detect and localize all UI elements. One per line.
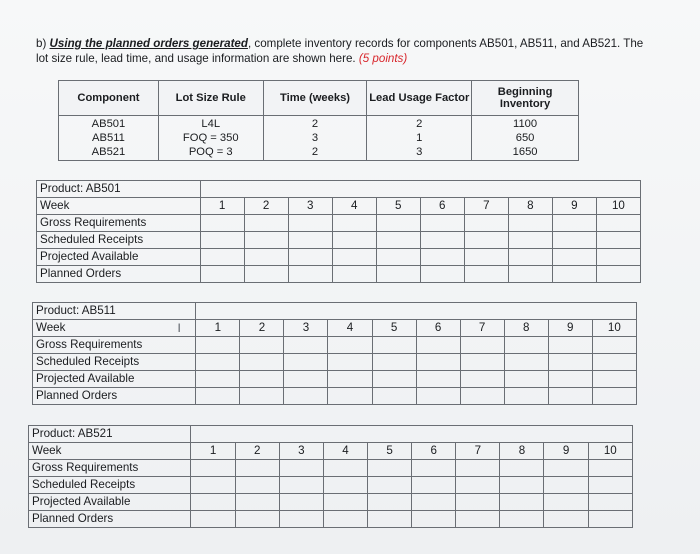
input-cell[interactable] — [544, 511, 588, 528]
scheduled-receipts-row — [33, 354, 637, 371]
question-points: (5 points) — [358, 52, 408, 65]
input-cell[interactable] — [288, 249, 332, 266]
input-cell[interactable] — [332, 266, 376, 283]
input-cell[interactable] — [416, 337, 460, 354]
input-cell[interactable] — [420, 266, 464, 283]
week-cell: 5 — [376, 198, 420, 215]
input-cell[interactable] — [500, 494, 544, 511]
input-cell[interactable] — [376, 266, 420, 283]
input-cell[interactable] — [504, 388, 548, 405]
input-cell[interactable] — [588, 460, 632, 477]
week-cell: 6 — [412, 443, 456, 460]
usage-cells — [367, 116, 472, 161]
input-cell[interactable] — [588, 494, 632, 511]
week-row — [37, 198, 641, 215]
input-cell[interactable] — [200, 249, 244, 266]
input-cell[interactable] — [196, 354, 240, 371]
week-cell: 3 — [284, 320, 328, 337]
input-cell[interactable] — [284, 337, 328, 354]
input-cell[interactable] — [279, 494, 323, 511]
input-cell[interactable] — [460, 388, 504, 405]
week-cell: 1 — [196, 320, 240, 337]
input-cell[interactable] — [328, 337, 372, 354]
record-table-ab501 — [36, 180, 641, 283]
input-cell[interactable] — [196, 371, 240, 388]
inventory-ab511: 650 — [515, 132, 535, 144]
row-label-planned-orders: Planned Orders — [29, 511, 191, 528]
time-ab511: 3 — [311, 132, 319, 144]
input-cell[interactable] — [504, 354, 548, 371]
input-cell[interactable] — [235, 460, 279, 477]
question-body: , complete inventory records for components AB501, AB511, and AB521. The lot size rule, lead time, and usage information are shown here. — [36, 37, 644, 65]
week-cell: 8 — [504, 320, 548, 337]
input-cell[interactable] — [460, 337, 504, 354]
row-label-gross-requirements: Gross Requirements — [37, 215, 201, 232]
usage-ab521: 3 — [416, 146, 423, 158]
input-cell[interactable] — [592, 371, 636, 388]
row-label-projected-available: Projected Available — [37, 249, 201, 266]
input-cell[interactable] — [240, 388, 284, 405]
week-cell: 7 — [456, 443, 500, 460]
input-cell[interactable] — [323, 477, 367, 494]
parameters-header-row — [59, 81, 579, 116]
input-cell[interactable] — [235, 511, 279, 528]
input-cell[interactable] — [279, 511, 323, 528]
parameters-table — [58, 80, 579, 161]
week-cell: 1 — [200, 198, 244, 215]
input-cell[interactable] — [588, 477, 632, 494]
input-cell[interactable] — [191, 460, 235, 477]
input-cell[interactable] — [288, 215, 332, 232]
input-cell[interactable] — [420, 232, 464, 249]
input-cell[interactable] — [464, 232, 508, 249]
product-title: Product: AB501 — [37, 181, 201, 198]
row-label-projected-available: Projected Available — [29, 494, 191, 511]
input-cell[interactable] — [372, 354, 416, 371]
input-cell[interactable] — [416, 371, 460, 388]
input-cell[interactable] — [508, 249, 552, 266]
input-cell[interactable] — [548, 371, 592, 388]
input-cell[interactable] — [460, 371, 504, 388]
gross-requirements-row — [37, 215, 641, 232]
projected-available-row — [33, 371, 637, 388]
input-cell[interactable] — [244, 266, 288, 283]
input-cell[interactable] — [552, 249, 596, 266]
input-cell[interactable] — [323, 511, 367, 528]
input-cell[interactable] — [596, 249, 640, 266]
row-label-planned-orders: Planned Orders — [33, 388, 196, 405]
time-ab501: 2 — [311, 118, 319, 130]
planned-orders-row — [33, 388, 637, 405]
input-cell[interactable] — [596, 215, 640, 232]
input-cell[interactable] — [235, 494, 279, 511]
row-label-week: Week — [37, 198, 201, 215]
input-cell[interactable] — [284, 388, 328, 405]
input-cell[interactable] — [279, 477, 323, 494]
week-cell: 2 — [240, 320, 284, 337]
question-label: b) — [36, 37, 47, 50]
input-cell[interactable] — [367, 511, 411, 528]
input-cell[interactable] — [284, 354, 328, 371]
row-label-week: Week — [29, 443, 191, 460]
input-cell[interactable] — [508, 266, 552, 283]
planned-orders-row — [29, 511, 633, 528]
component-cells — [59, 116, 159, 161]
row-label-scheduled-receipts: Scheduled Receipts — [37, 232, 201, 249]
row-label-planned-orders: Planned Orders — [37, 266, 201, 283]
input-cell[interactable] — [244, 249, 288, 266]
week-cell: 10 — [592, 320, 636, 337]
input-cell[interactable] — [504, 371, 548, 388]
input-cell[interactable] — [552, 232, 596, 249]
week-cell: 2 — [244, 198, 288, 215]
week-cell: 3 — [279, 443, 323, 460]
input-cell[interactable] — [456, 477, 500, 494]
input-cell[interactable] — [332, 249, 376, 266]
input-cell[interactable] — [328, 354, 372, 371]
input-cell[interactable] — [464, 215, 508, 232]
gross-requirements-row — [29, 460, 633, 477]
question-text — [36, 36, 656, 66]
row-label-gross-requirements: Gross Requirements — [33, 337, 196, 354]
input-cell[interactable] — [200, 232, 244, 249]
input-cell[interactable] — [200, 215, 244, 232]
input-cell[interactable] — [504, 337, 548, 354]
usage-ab501: 2 — [416, 118, 423, 130]
inventory-ab521: 1650 — [512, 146, 538, 158]
input-cell[interactable] — [372, 337, 416, 354]
product-title: Product: AB511 — [33, 303, 196, 320]
input-cell[interactable] — [191, 494, 235, 511]
product-title-blank — [191, 426, 633, 443]
row-label-gross-requirements: Gross Requirements — [29, 460, 191, 477]
row-label-scheduled-receipts: Scheduled Receipts — [33, 354, 196, 371]
week-cell: 4 — [332, 198, 376, 215]
input-cell[interactable] — [328, 371, 372, 388]
input-cell[interactable] — [200, 266, 244, 283]
input-cell[interactable] — [464, 266, 508, 283]
handwritten-mark: I — [177, 321, 181, 335]
week-cell: 6 — [420, 198, 464, 215]
input-cell[interactable] — [548, 388, 592, 405]
input-cell[interactable] — [240, 354, 284, 371]
week-cell: 10 — [596, 198, 640, 215]
time-ab521: 2 — [311, 146, 319, 158]
week-cell: 9 — [552, 198, 596, 215]
input-cell[interactable] — [588, 511, 632, 528]
header-lot-size-rule: Lot Size Rule — [158, 81, 263, 116]
week-cell: 2 — [235, 443, 279, 460]
input-cell[interactable] — [328, 388, 372, 405]
input-cell[interactable] — [279, 460, 323, 477]
input-cell[interactable] — [500, 511, 544, 528]
input-cell[interactable] — [323, 494, 367, 511]
row-label-projected-available: Projected Available — [33, 371, 196, 388]
record-table-ab521 — [28, 425, 633, 528]
input-cell[interactable] — [240, 371, 284, 388]
input-cell[interactable] — [508, 215, 552, 232]
input-cell[interactable] — [464, 249, 508, 266]
input-cell[interactable] — [500, 460, 544, 477]
input-cell[interactable] — [456, 511, 500, 528]
input-cell[interactable] — [412, 477, 456, 494]
input-cell[interactable] — [460, 354, 504, 371]
input-cell[interactable] — [412, 494, 456, 511]
lot-size-cells — [158, 116, 263, 161]
row-label-scheduled-receipts: Scheduled Receipts — [29, 477, 191, 494]
question-emphasis: Using the planned orders generated — [49, 37, 248, 50]
product-title-blank — [196, 303, 637, 320]
input-cell[interactable] — [196, 388, 240, 405]
week-cell: 9 — [548, 320, 592, 337]
input-cell[interactable] — [420, 215, 464, 232]
input-cell[interactable] — [288, 232, 332, 249]
week-row — [33, 320, 637, 337]
week-cell: 7 — [464, 198, 508, 215]
input-cell[interactable] — [544, 460, 588, 477]
input-cell[interactable] — [592, 337, 636, 354]
week-cell: 4 — [328, 320, 372, 337]
header-time-weeks: Time (weeks) — [263, 81, 367, 116]
input-cell[interactable] — [596, 266, 640, 283]
component-ab511: AB511 — [92, 132, 125, 144]
inventory-ab501: 1100 — [513, 118, 538, 130]
input-cell[interactable] — [412, 511, 456, 528]
usage-ab511: 1 — [416, 132, 423, 144]
input-cell[interactable] — [500, 477, 544, 494]
time-cells — [263, 116, 367, 161]
input-cell[interactable] — [552, 266, 596, 283]
input-cell[interactable] — [552, 215, 596, 232]
header-lead-usage-factor: Lead Usage Factor — [367, 81, 472, 116]
input-cell[interactable] — [412, 460, 456, 477]
input-cell[interactable] — [548, 337, 592, 354]
product-title: Product: AB521 — [29, 426, 191, 443]
header-component: Component — [59, 81, 159, 116]
input-cell[interactable] — [196, 337, 240, 354]
input-cell[interactable] — [416, 388, 460, 405]
input-cell[interactable] — [376, 249, 420, 266]
gross-requirements-row — [33, 337, 637, 354]
scheduled-receipts-row — [29, 477, 633, 494]
input-cell[interactable] — [596, 232, 640, 249]
header-beginning-inventory: Beginning Inventory — [472, 81, 579, 116]
planned-orders-row — [37, 266, 641, 283]
input-cell[interactable] — [372, 371, 416, 388]
week-cell: 9 — [544, 443, 588, 460]
week-cell: 10 — [588, 443, 632, 460]
record-table-ab511 — [32, 302, 637, 405]
input-cell[interactable] — [376, 232, 420, 249]
scheduled-receipts-row — [37, 232, 641, 249]
input-cell[interactable] — [376, 215, 420, 232]
input-cell[interactable] — [240, 337, 284, 354]
input-cell[interactable] — [456, 460, 500, 477]
input-cell[interactable] — [544, 477, 588, 494]
input-cell[interactable] — [367, 494, 411, 511]
input-cell[interactable] — [508, 232, 552, 249]
input-cell[interactable] — [420, 249, 464, 266]
week-cell: 4 — [323, 443, 367, 460]
input-cell[interactable] — [592, 354, 636, 371]
input-cell[interactable] — [191, 511, 235, 528]
input-cell[interactable] — [244, 232, 288, 249]
projected-available-row — [29, 494, 633, 511]
input-cell[interactable] — [367, 460, 411, 477]
product-title-blank — [200, 181, 640, 198]
input-cell[interactable] — [284, 371, 328, 388]
input-cell[interactable] — [332, 215, 376, 232]
component-ab501: AB501 — [91, 118, 126, 130]
input-cell[interactable] — [288, 266, 332, 283]
component-ab521: AB521 — [91, 146, 126, 158]
input-cell[interactable] — [372, 388, 416, 405]
week-cell: 8 — [508, 198, 552, 215]
lot-size-ab501: L4L — [201, 118, 221, 130]
week-cell: 8 — [500, 443, 544, 460]
input-cell[interactable] — [592, 388, 636, 405]
parameters-body-row — [59, 116, 579, 161]
week-row — [29, 443, 633, 460]
input-cell[interactable] — [416, 354, 460, 371]
projected-available-row — [37, 249, 641, 266]
input-cell[interactable] — [191, 477, 235, 494]
input-cell[interactable] — [367, 477, 411, 494]
week-cell: 5 — [372, 320, 416, 337]
lot-size-ab511: FOQ = 350 — [182, 132, 239, 144]
input-cell[interactable] — [548, 354, 592, 371]
week-cell: 3 — [288, 198, 332, 215]
input-cell[interactable] — [456, 494, 500, 511]
row-label-week: Week I — [33, 320, 196, 337]
week-cell: 7 — [460, 320, 504, 337]
lot-size-ab521: POQ = 3 — [188, 146, 233, 158]
week-cell: 1 — [191, 443, 235, 460]
input-cell[interactable] — [235, 477, 279, 494]
input-cell[interactable] — [323, 460, 367, 477]
input-cell[interactable] — [332, 232, 376, 249]
input-cell[interactable] — [544, 494, 588, 511]
week-cell: 5 — [367, 443, 411, 460]
input-cell[interactable] — [244, 215, 288, 232]
week-cell: 6 — [416, 320, 460, 337]
inventory-cells — [472, 116, 579, 161]
